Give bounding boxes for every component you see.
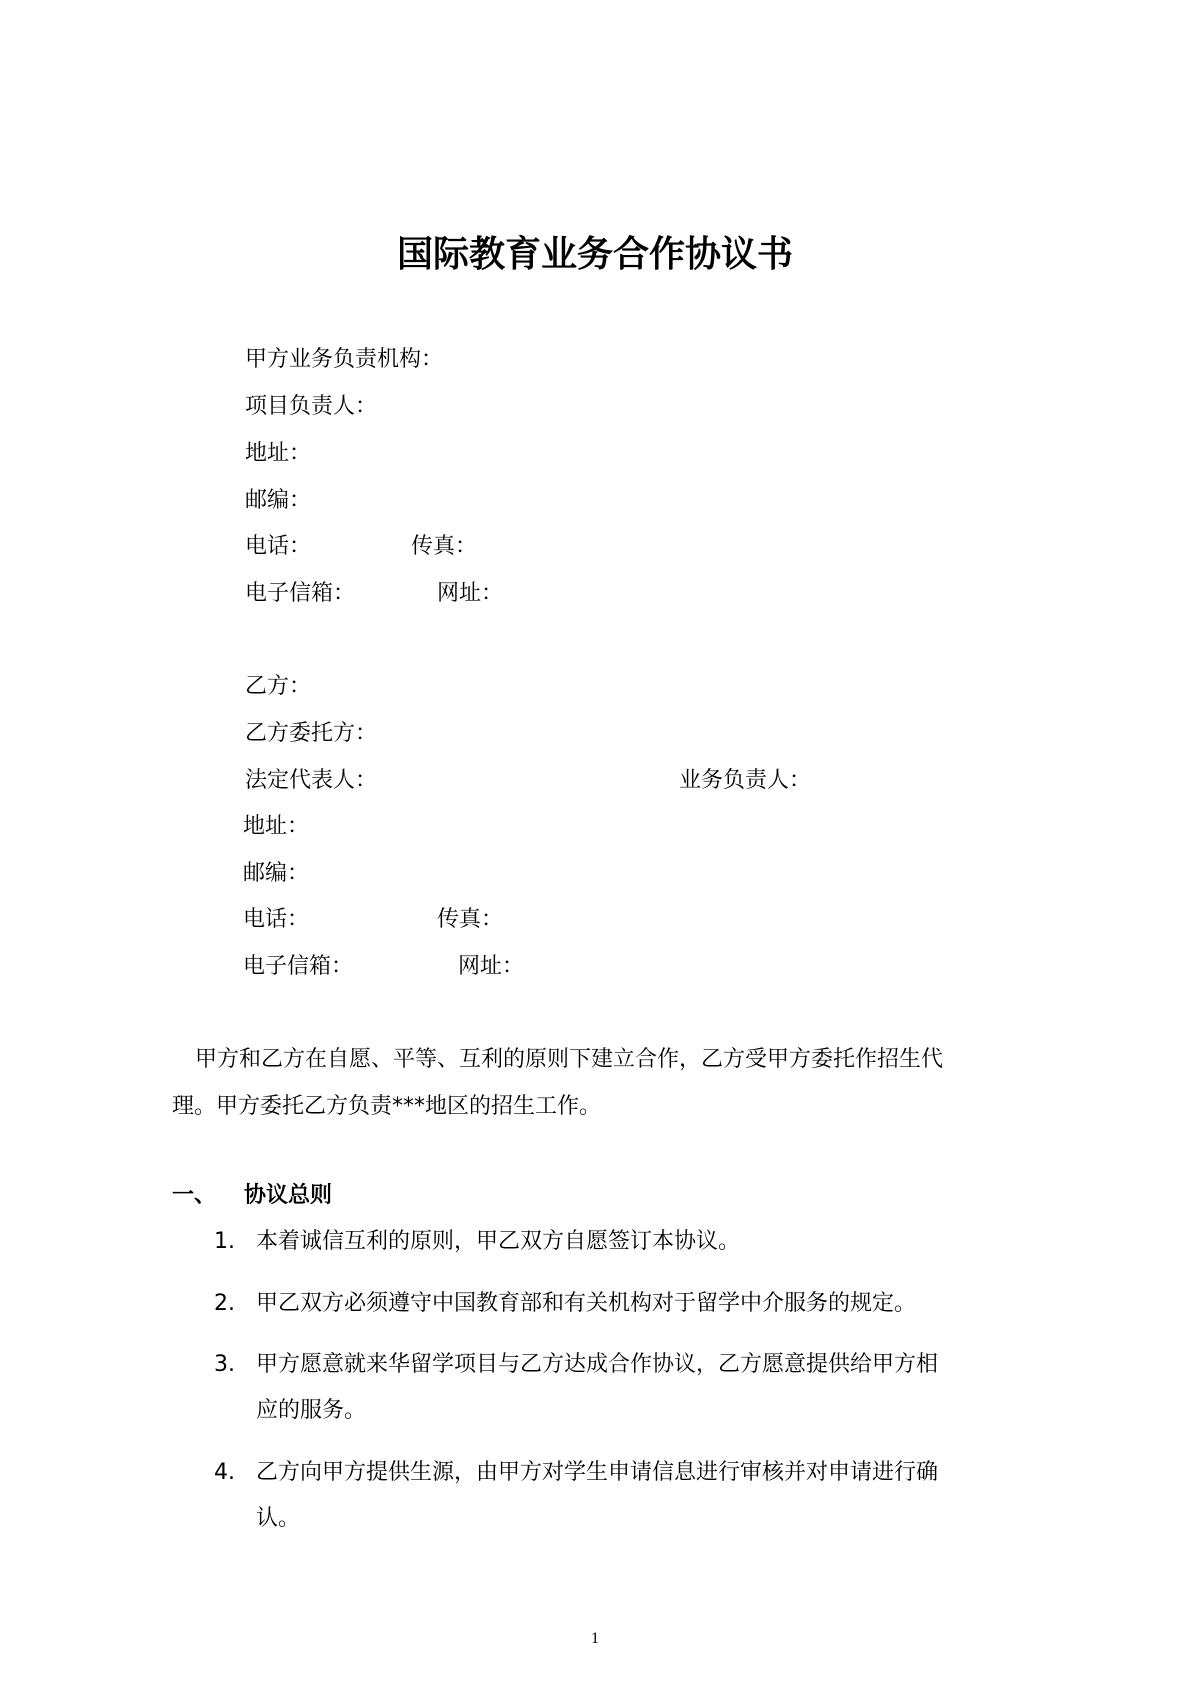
party-b-legal-rep-label: 法定代表人： [245, 768, 378, 793]
section-number: 一、 [172, 1183, 217, 1208]
party-b-business-lead-label: 业务负责人： [679, 768, 812, 793]
party-a-org-label: 甲方业务负责机构： [245, 347, 444, 372]
party-b-fax-label: 传真： [437, 907, 504, 932]
list-item-number: 4. [214, 1460, 235, 1485]
party-a-fax-label: 传真： [411, 534, 478, 559]
party-b-email-label: 电子信箱： [243, 954, 354, 979]
document-title: 国际教育业务合作协议书 [396, 234, 793, 275]
list-item-text: 乙方向甲方提供生源，由甲方对学生申请信息进行审核并对申请进行确 [256, 1460, 939, 1485]
party-b-address-label: 地址： [243, 814, 310, 839]
section-heading: 协议总则 [244, 1183, 333, 1208]
party-b-website-label: 网址： [458, 954, 525, 979]
list-item-text-continuation: 应的服务。 [256, 1398, 367, 1423]
intro-line-2: 理。甲方委托乙方负责***地区的招生工作。 [172, 1094, 602, 1119]
party-a-phone-label: 电话： [245, 534, 312, 559]
page-number: 1 [591, 1630, 599, 1647]
party-b-phone-label: 电话： [243, 907, 310, 932]
list-item-text: 本着诚信互利的原则，甲乙双方自愿签订本协议。 [256, 1229, 741, 1254]
party-a-address-label: 地址： [245, 441, 312, 466]
party-a-postcode-label: 邮编： [245, 488, 312, 513]
list-item-number: 1. [214, 1229, 235, 1254]
party-b-postcode-label: 邮编： [243, 861, 310, 886]
party-a-website-label: 网址： [437, 581, 504, 606]
party-a-project-lead-label: 项目负责人： [245, 394, 378, 419]
list-item-number: 3. [214, 1352, 235, 1377]
party-b-label: 乙方： [245, 674, 312, 699]
list-item-text: 甲乙双方必须遵守中国教育部和有关机构对于留学中介服务的规定。 [256, 1291, 917, 1316]
list-item-text-continuation: 认。 [256, 1506, 301, 1531]
party-b-principal-label: 乙方委托方： [245, 721, 378, 746]
intro-line-1: 甲方和乙方在自愿、平等、互利的原则下建立合作，乙方受甲方委托作招生代 [195, 1047, 944, 1072]
list-item-number: 2. [214, 1291, 235, 1316]
list-item-text: 甲方愿意就来华留学项目与乙方达成合作协议，乙方愿意提供给甲方相 [256, 1352, 939, 1377]
party-a-email-label: 电子信箱： [245, 581, 356, 606]
